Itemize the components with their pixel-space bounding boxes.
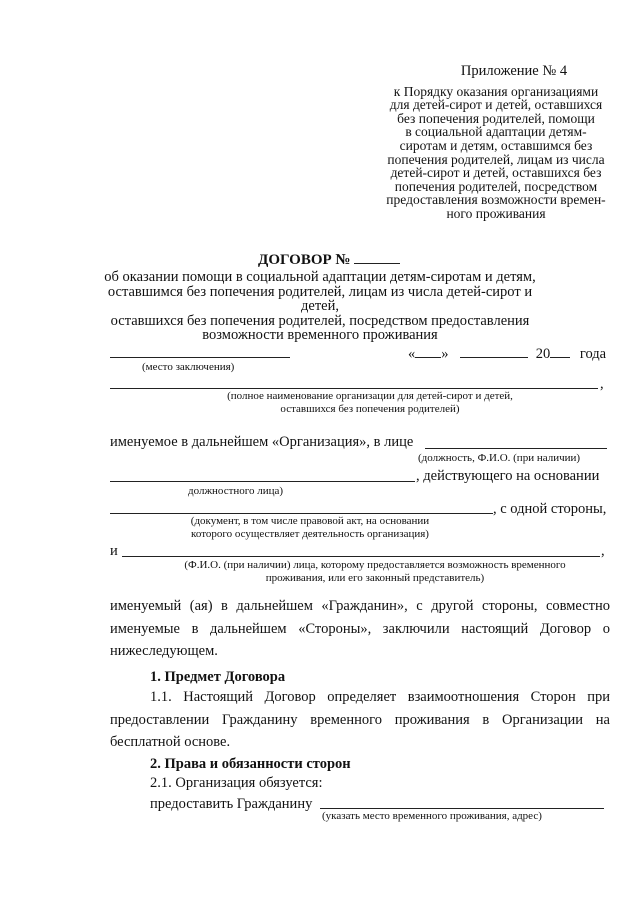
contract-title-text: ДОГОВОР № [258,252,351,268]
annex-line: к Порядку оказания организациями [393,83,599,99]
year-word: года [579,346,607,362]
place-caption: (место заключения) [142,361,235,373]
residence-caption: (указать место временного проживания, адрес) [322,810,542,822]
organization-comma: , [600,376,604,392]
section2-heading: 2. Права и обязанности сторон [150,756,351,772]
section1-text: 1.1. Настоящий Договор определяет взаимоотношения Сторон при предоставлении Гражданину временного проживания в Организации на бесплатной основе. [110,689,610,750]
basis-text: , с одной стороны, [493,501,607,517]
contract-subtitle [100,270,540,343]
section2-item: 2.1. Организация обязуется: [150,775,323,791]
official-blank[interactable] [110,481,415,482]
basis-document-blank[interactable] [110,513,493,514]
subtitle-line: оставшихся без попечения родителей, посредством предоставления [110,312,530,329]
citizen-caption [150,559,600,585]
annex-line: в социальной адаптации детям- [405,124,587,140]
month-blank[interactable] [460,343,528,358]
citizen-name-blank[interactable] [122,556,600,557]
contract-title [258,249,400,269]
annex-line: детей-сирот и детей, оставшихся без [390,165,602,181]
quote-open: « [408,346,416,362]
annex-line: сиротам и детям, оставшимся без [399,137,593,153]
year-blank[interactable] [550,343,570,358]
contract-number-blank[interactable] [354,249,400,264]
provide-text: предоставить Гражданину [150,796,313,812]
section1-heading: 1. Предмет Договора [150,669,286,685]
citizen-and: и [110,543,118,559]
year-prefix: 20 [535,346,551,362]
subtitle-line: возможности временного проживания [202,327,438,343]
subtitle-line: оставшимся без попечения родителей, лицам из числа детей-сирот и детей, [107,283,533,314]
organization-caption-line: (полное наименование организации для детей-сирот и детей, [227,390,513,402]
subtitle-line: об оказании помощи в социальной адаптации детям-сиротам и детям, [104,269,536,285]
basis-caption-line: которого осуществляет деятельность организация) [191,528,429,540]
organization-name-blank[interactable] [110,388,598,389]
day-blank[interactable] [415,343,441,358]
official-caption: должностного лица) [188,485,284,497]
organization-caption [170,390,570,416]
representative-blank[interactable] [425,448,607,449]
annex-line: без попечения родителей, помощи [397,110,595,126]
representative-caption: (должность, Ф.И.О. (при наличии) [418,452,581,464]
representative-text: именуемое в дальнейшем «Организация», в лице [110,434,414,450]
citizen-caption-line: (Ф.И.О. (при наличии) лица, которому предоставляется возможность временного [184,559,566,571]
date-field [408,343,606,363]
basis-caption [150,515,470,541]
intro-paragraph: именуемый (ая) в дальнейшем «Гражданин», с другой стороны, совместно именуемые в дальнейшем «Стороны», заключили настоящий Договор о нижеследующем. [110,598,610,659]
place-blank[interactable] [110,357,290,358]
annex-line: попечения родителей, посредством [394,178,598,194]
citizen-caption-line: проживания, или его законный представитель) [265,572,485,584]
quote-close: » [441,346,449,362]
residence-address-blank[interactable] [320,808,604,809]
annex-block [380,63,612,221]
annex-title: Приложение № 4 [460,63,568,79]
annex-line: попечения родителей, лицам из числа [387,151,605,167]
citizen-comma: , [601,543,605,559]
annex-line: для детей-сирот и детей, оставшихся [389,97,603,113]
annex-line: ного проживания [446,205,546,221]
organization-caption-line: оставшихся без попечения родителей) [280,403,460,415]
basis-caption-line: (документ, в том числе правовой акт, на основании [190,515,430,527]
annex-line: предоставления возможности времен- [386,192,606,208]
acting-text: , действующего на основании [416,468,600,484]
